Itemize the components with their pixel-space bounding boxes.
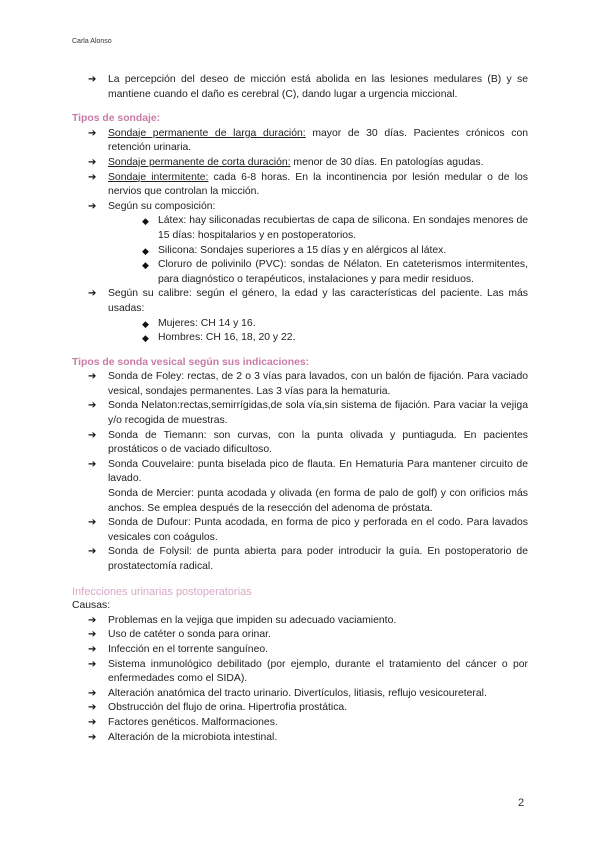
diamond-icon: ◆ bbox=[142, 216, 149, 227]
arrow-icon: ➔ bbox=[88, 643, 97, 655]
section-title-infecciones: Infecciones urinarias postoperatorias bbox=[72, 585, 252, 598]
sub-item bbox=[72, 244, 528, 259]
list-item bbox=[72, 643, 528, 658]
arrow-icon: ➔ bbox=[88, 658, 97, 670]
arrow-icon: ➔ bbox=[88, 716, 97, 728]
item-text: mayor de 30 días. Pacientes crónicos con retención urinaria. bbox=[108, 127, 529, 154]
arrow-icon: ➔ bbox=[88, 458, 97, 470]
list-item bbox=[72, 628, 528, 643]
causas-label: Causas: bbox=[72, 600, 111, 612]
paragraph-mercier: Sonda de Mercier: punta acodada y olivada (en forma de palo de golf) y con orificios más anchos. Se emplea después de la resección del adenoma de próstata. bbox=[108, 488, 528, 514]
list-item bbox=[72, 614, 528, 629]
item-text: La percepción del deseo de micción está abolida en las lesiones medulares (B) y se mantiene cuando el daño es cerebral (C), dando lugar a urgencia miccional. bbox=[108, 74, 528, 100]
arrow-icon: ➔ bbox=[88, 731, 97, 743]
sub-item bbox=[72, 258, 528, 287]
list-item bbox=[72, 516, 528, 545]
page-number: 2 bbox=[518, 797, 525, 809]
item-text: Infección en el torrente sanguíneo. bbox=[108, 643, 269, 655]
item-text: Según su calibre: según el género, la edad y las características del paciente. Las más usadas: bbox=[108, 288, 528, 314]
item-text: Factores genéticos. Malformaciones. bbox=[108, 716, 278, 728]
item-text: menor de 30 días. En patologías agudas. bbox=[290, 156, 484, 168]
item-text: Sonda de Foley: rectas, de 2 o 3 vías para lavados, con un balón de fijación. Para vaciado vesical, sondajes permanentes. Las 3 vías para la hematuria. bbox=[108, 371, 528, 397]
author-name: Carla Alonso bbox=[72, 38, 112, 45]
item-text: Sonda Nelaton:rectas,semirrígidas,de sola vía,sin sistema de fijación. Para vaciar la vejiga y/o recogida de muestras. bbox=[108, 400, 528, 427]
document-body bbox=[72, 73, 528, 745]
arrow-icon: ➔ bbox=[88, 687, 97, 699]
sub-item-text: Mujeres: CH 14 y 16. bbox=[158, 317, 256, 329]
list-item bbox=[72, 370, 528, 399]
diamond-icon: ◆ bbox=[142, 318, 149, 329]
list-item bbox=[72, 156, 528, 171]
list-item bbox=[72, 287, 528, 316]
arrow-icon: ➔ bbox=[88, 288, 97, 300]
arrow-icon: ➔ bbox=[88, 400, 97, 412]
list-item bbox=[72, 687, 528, 702]
item-text: Sonda de Dufour: Punta acodada, en forma de pico y perforada en el codo. Para lavados vesicales con coágulos. bbox=[108, 517, 528, 543]
item-text: Problemas en la vejiga que impiden su adecuado vaciamiento. bbox=[108, 614, 397, 626]
list-item bbox=[72, 731, 528, 746]
arrow-icon: ➔ bbox=[88, 74, 97, 85]
diamond-icon: ◆ bbox=[142, 245, 149, 256]
arrow-icon: ➔ bbox=[88, 614, 97, 626]
item-text: Sonda de Tiemann: son curvas, con la punta olivada y puntiaguda. En pacientes prostáticos o de vaciado dificultoso. bbox=[108, 429, 528, 456]
list-item bbox=[72, 127, 528, 156]
list-item bbox=[72, 73, 528, 102]
sub-item bbox=[72, 331, 528, 346]
item-text: Uso de catéter o sonda para orinar. bbox=[108, 629, 271, 641]
arrow-icon: ➔ bbox=[88, 429, 97, 441]
arrow-icon: ➔ bbox=[88, 517, 97, 529]
item-label: Sondaje permanente de larga duración: bbox=[108, 127, 306, 139]
item-text: Obstrucción del flujo de orina. Hipertrofia prostática. bbox=[108, 702, 348, 714]
arrow-icon: ➔ bbox=[88, 371, 97, 383]
diamond-icon: ◆ bbox=[142, 260, 149, 271]
sub-item-text: Cloruro de polivinilo (PVC): sondas de Nélaton. En cateterismos intermitentes, para diagnóstico o terapéuticos, instalaciones y para medir residuos. bbox=[158, 259, 528, 285]
list-item bbox=[72, 701, 528, 716]
item-text: Sonda de Folysil: de punta abierta para poder introducir la guía. En postoperatorio de prostatectomía radical. bbox=[108, 546, 528, 572]
arrow-icon: ➔ bbox=[88, 171, 97, 183]
list-item bbox=[72, 658, 528, 687]
item-text: Alteración anatómica del tracto urinario. Divertículos, litiasis, reflujo vesicoureteral. bbox=[108, 687, 487, 699]
section-title-tipos-sondaje: Tipos de sondaje: bbox=[72, 113, 161, 125]
sub-item-text: Látex: hay siliconadas recubiertas de capa de silicona. En sondajes menores de 15 días: hospitalarios y en postoperatorios. bbox=[158, 215, 528, 241]
list-item bbox=[72, 545, 528, 574]
sub-item-text: Hombres: CH 16, 18, 20 y 22. bbox=[158, 332, 296, 344]
arrow-icon: ➔ bbox=[88, 629, 97, 641]
list-item bbox=[72, 716, 528, 731]
list-item bbox=[72, 171, 528, 200]
item-text: Sistema inmunológico debilitado (por ejemplo, durante el tratamiento del cáncer o por enfermedades como el SIDA). bbox=[108, 658, 528, 685]
item-text: cada 6-8 horas. En la incontinencia por lesión medular o de los nervios que controlan la micción. bbox=[108, 171, 528, 198]
sub-item bbox=[72, 214, 528, 243]
list-item bbox=[72, 399, 528, 428]
item-text: Alteración de la microbiota intestinal. bbox=[108, 731, 278, 743]
arrow-icon: ➔ bbox=[88, 702, 97, 714]
arrow-icon: ➔ bbox=[88, 546, 97, 558]
item-label: Sondaje intermitente: bbox=[108, 171, 209, 183]
arrow-icon: ➔ bbox=[88, 200, 97, 212]
list-item bbox=[72, 200, 528, 215]
sub-item bbox=[72, 317, 528, 332]
list-item bbox=[72, 429, 528, 458]
arrow-icon: ➔ bbox=[88, 127, 97, 139]
sub-item-text: Silicona: Sondajes superiores a 15 días y en alérgicos al látex. bbox=[158, 244, 447, 256]
section-title-tipos-sonda: Tipos de sonda vesical según sus indicaciones: bbox=[72, 356, 310, 368]
item-text: Según su composición: bbox=[108, 200, 216, 212]
diamond-icon: ◆ bbox=[142, 333, 149, 344]
item-label: Sondaje permanente de corta duración: bbox=[108, 156, 291, 168]
item-text: Sonda Couvelaire: punta biselada pico de flauta. En Hematuria Para mantener circuito de lavado. bbox=[108, 458, 528, 485]
list-item bbox=[72, 458, 528, 487]
arrow-icon: ➔ bbox=[88, 156, 97, 168]
